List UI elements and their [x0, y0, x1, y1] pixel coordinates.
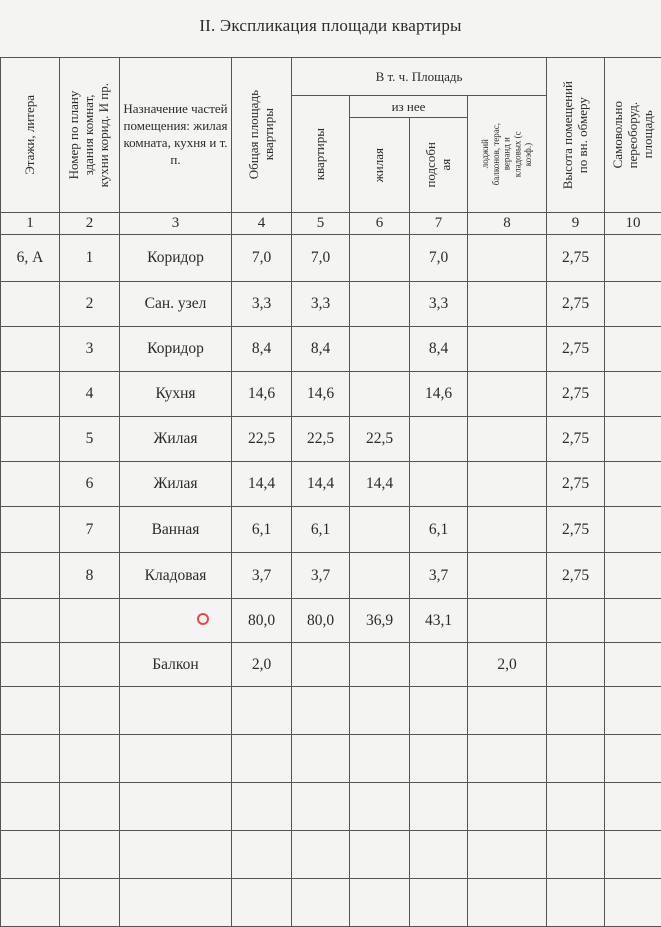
cell-floor: 6, А	[1, 235, 60, 282]
cell-name	[120, 735, 232, 783]
col-number: 10	[605, 213, 661, 235]
cell-floor	[1, 643, 60, 687]
page-title: II. Экспликация площади квартиры	[0, 16, 661, 36]
cell-extra	[605, 462, 661, 507]
cell-floor	[1, 735, 60, 783]
header-floor: Этажи, литера	[1, 58, 60, 213]
cell-balc	[468, 687, 547, 735]
cell-living	[350, 831, 410, 879]
cell-name	[120, 831, 232, 879]
cell-aux: 43,1	[410, 599, 468, 643]
cell-num	[60, 687, 120, 735]
cell-floor	[1, 417, 60, 462]
cell-living: 36,9	[350, 599, 410, 643]
cell-total: 3,3	[232, 282, 292, 327]
cell-height	[547, 687, 605, 735]
col-number: 4	[232, 213, 292, 235]
cell-aux	[410, 417, 468, 462]
table-row	[1, 417, 661, 462]
cell-aux: 7,0	[410, 235, 468, 282]
cell-name	[120, 879, 232, 927]
cell-living: 22,5	[350, 417, 410, 462]
cell-extra	[605, 507, 661, 553]
cell-floor	[1, 372, 60, 417]
col-number: 5	[292, 213, 350, 235]
col-number: 2	[60, 213, 120, 235]
cell-living	[350, 282, 410, 327]
cell-floor	[1, 507, 60, 553]
table-row	[1, 735, 661, 783]
cell-apt: 14,6	[292, 372, 350, 417]
table-row	[1, 687, 661, 735]
cell-extra	[605, 417, 661, 462]
cell-balc	[468, 462, 547, 507]
cell-extra	[605, 879, 661, 927]
cell-num: 5	[60, 417, 120, 462]
cell-total: 2,0	[232, 643, 292, 687]
table-row	[1, 599, 661, 643]
cell-name	[120, 783, 232, 831]
cell-extra	[605, 735, 661, 783]
cell-height	[547, 599, 605, 643]
cell-balc	[468, 599, 547, 643]
cell-floor	[1, 282, 60, 327]
cell-name: Коридор	[120, 327, 232, 372]
cell-extra	[605, 372, 661, 417]
table-row	[1, 462, 661, 507]
cell-height: 2,75	[547, 462, 605, 507]
cell-num: 6	[60, 462, 120, 507]
cell-name	[120, 687, 232, 735]
cell-floor	[1, 599, 60, 643]
cell-name: Коридор	[120, 235, 232, 282]
cell-name: Жилая	[120, 462, 232, 507]
cell-total	[232, 831, 292, 879]
cell-aux: 3,3	[410, 282, 468, 327]
cell-apt: 6,1	[292, 507, 350, 553]
cell-total	[232, 879, 292, 927]
cell-aux	[410, 783, 468, 831]
cell-apt	[292, 687, 350, 735]
table-row	[1, 235, 661, 282]
header-plan-number: Номер по плану здания комнат, кухни корид. И пр.	[60, 58, 120, 213]
cell-floor	[1, 831, 60, 879]
cell-extra	[605, 831, 661, 879]
cell-aux	[410, 879, 468, 927]
cell-aux: 8,4	[410, 327, 468, 372]
cell-total: 14,4	[232, 462, 292, 507]
cell-aux: 14,6	[410, 372, 468, 417]
cell-num	[60, 735, 120, 783]
cell-extra	[605, 687, 661, 735]
cell-balc	[468, 327, 547, 372]
cell-apt: 3,3	[292, 282, 350, 327]
table-row	[1, 507, 661, 553]
cell-height: 2,75	[547, 372, 605, 417]
cell-living	[350, 507, 410, 553]
cell-num: 2	[60, 282, 120, 327]
cell-num: 4	[60, 372, 120, 417]
cell-aux	[410, 831, 468, 879]
cell-height	[547, 783, 605, 831]
cell-num: 7	[60, 507, 120, 553]
cell-total	[232, 735, 292, 783]
cell-extra	[605, 643, 661, 687]
cell-name	[120, 599, 232, 643]
cell-floor	[1, 687, 60, 735]
cell-name: Ванная	[120, 507, 232, 553]
cell-height: 2,75	[547, 417, 605, 462]
cell-living	[350, 372, 410, 417]
cell-num	[60, 831, 120, 879]
cell-aux: 6,1	[410, 507, 468, 553]
cell-balc	[468, 235, 547, 282]
cell-name: Кухня	[120, 372, 232, 417]
cell-name: Балкон	[120, 643, 232, 687]
table-row	[1, 372, 661, 417]
header-height: Высота помещений по вн. обмеру	[547, 58, 605, 213]
cell-balc	[468, 372, 547, 417]
cell-extra	[605, 235, 661, 282]
cell-extra	[605, 327, 661, 372]
cell-extra	[605, 783, 661, 831]
cell-living	[350, 327, 410, 372]
header-auxiliary: подсобн ая	[410, 118, 468, 213]
header-living: жилая	[350, 118, 410, 213]
col-number: 9	[547, 213, 605, 235]
cell-num	[60, 783, 120, 831]
cell-apt: 80,0	[292, 599, 350, 643]
cell-total: 3,7	[232, 553, 292, 599]
table-body	[1, 235, 661, 927]
cell-name: Кладовая	[120, 553, 232, 599]
cell-total	[232, 783, 292, 831]
cell-living	[350, 235, 410, 282]
cell-height: 2,75	[547, 507, 605, 553]
cell-height: 2,75	[547, 282, 605, 327]
cell-num	[60, 599, 120, 643]
col-number: 7	[410, 213, 468, 235]
cell-height: 2,75	[547, 553, 605, 599]
cell-floor	[1, 327, 60, 372]
cell-height	[547, 643, 605, 687]
cell-total: 8,4	[232, 327, 292, 372]
cell-total: 22,5	[232, 417, 292, 462]
cell-aux	[410, 462, 468, 507]
cell-floor	[1, 783, 60, 831]
cell-apt	[292, 735, 350, 783]
cell-apt: 22,5	[292, 417, 350, 462]
table-row	[1, 831, 661, 879]
cell-num	[60, 643, 120, 687]
cell-height	[547, 735, 605, 783]
cell-living	[350, 735, 410, 783]
cell-balc	[468, 783, 547, 831]
cell-floor	[1, 879, 60, 927]
cell-total: 6,1	[232, 507, 292, 553]
header-area-group: В т. ч. Площадь	[292, 58, 547, 96]
cell-balc	[468, 735, 547, 783]
cell-living	[350, 783, 410, 831]
table-row	[1, 643, 661, 687]
cell-total	[232, 687, 292, 735]
cell-apt: 8,4	[292, 327, 350, 372]
header-sub-group: из нее	[350, 96, 468, 118]
col-number: 3	[120, 213, 232, 235]
column-numbers-row	[1, 213, 661, 235]
cell-living	[350, 553, 410, 599]
cell-apt: 14,4	[292, 462, 350, 507]
cell-num	[60, 879, 120, 927]
cell-floor	[1, 553, 60, 599]
cell-floor	[1, 462, 60, 507]
cell-aux	[410, 735, 468, 783]
cell-height: 2,75	[547, 235, 605, 282]
table-row	[1, 327, 661, 372]
cell-living: 14,4	[350, 462, 410, 507]
cell-balc	[468, 831, 547, 879]
table-row	[1, 879, 661, 927]
header-purpose: Назначение частей помещения: жилая комната, кухня и т. п.	[120, 58, 232, 213]
cell-height: 2,75	[547, 327, 605, 372]
cell-balc	[468, 282, 547, 327]
cell-apt	[292, 643, 350, 687]
cell-num: 3	[60, 327, 120, 372]
cell-apt	[292, 783, 350, 831]
cell-apt: 3,7	[292, 553, 350, 599]
table-row	[1, 553, 661, 599]
cell-living	[350, 687, 410, 735]
cell-balc	[468, 507, 547, 553]
cell-aux: 3,7	[410, 553, 468, 599]
table-row	[1, 783, 661, 831]
col-number: 1	[1, 213, 60, 235]
cell-total: 7,0	[232, 235, 292, 282]
cell-aux	[410, 643, 468, 687]
explication-table	[0, 57, 661, 927]
cell-total: 80,0	[232, 599, 292, 643]
cell-num: 1	[60, 235, 120, 282]
cell-living	[350, 643, 410, 687]
header-balconies: лоджий балконов, терас, веранд и кладовых (с коэф.)	[468, 96, 547, 213]
cell-balc	[468, 417, 547, 462]
cell-extra	[605, 599, 661, 643]
cell-name: Жилая	[120, 417, 232, 462]
red-circle-icon	[197, 613, 209, 625]
cell-balc	[468, 879, 547, 927]
cell-living	[350, 879, 410, 927]
cell-height	[547, 879, 605, 927]
header-rebuilt-area: Самовольно переоборуд. площадь	[605, 58, 661, 213]
cell-height	[547, 831, 605, 879]
cell-name: Сан. узел	[120, 282, 232, 327]
header-total-area: Общая площадь квартиры	[232, 58, 292, 213]
table-row	[1, 282, 661, 327]
col-number: 6	[350, 213, 410, 235]
cell-extra	[605, 553, 661, 599]
cell-balc: 2,0	[468, 643, 547, 687]
cell-num: 8	[60, 553, 120, 599]
cell-apt	[292, 831, 350, 879]
cell-total: 14,6	[232, 372, 292, 417]
cell-extra	[605, 282, 661, 327]
cell-apt	[292, 879, 350, 927]
cell-balc	[468, 553, 547, 599]
header-apartment: квартиры	[292, 96, 350, 213]
col-number: 8	[468, 213, 547, 235]
cell-aux	[410, 687, 468, 735]
cell-apt: 7,0	[292, 235, 350, 282]
